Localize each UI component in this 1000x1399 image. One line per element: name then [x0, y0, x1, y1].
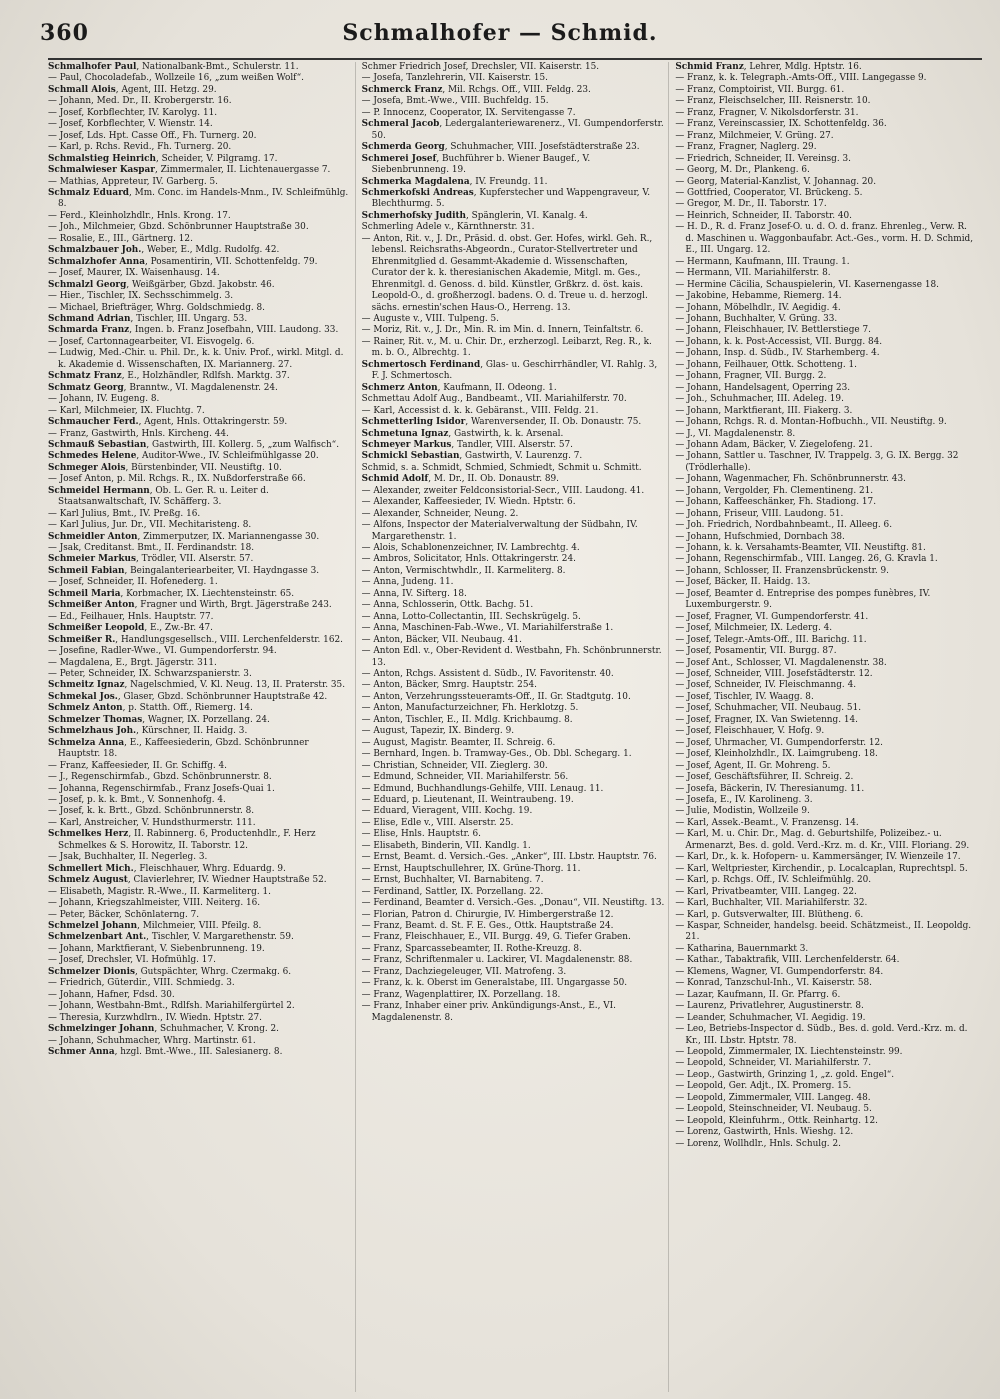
directory-entry: — Franz, Fragner, Naglerg. 29.	[675, 142, 817, 153]
directory-entry: — Johann, Rchgs. R. d. Montan-Hofbuchh., VII. Neustiftg. 9.	[675, 417, 947, 428]
directory-entry: — Joh., Milchmeier, Gbzd. Schönbrunner Hauptstraße 30.	[48, 222, 309, 233]
directory-entry: — Johann, Möbelhdlr., IV. Aegidig. 4.	[675, 302, 841, 313]
directory-entry: — Kaspar, Schneider, handelsg. beeid. Schätzmeist., II. Leopoldg. 21.	[675, 920, 972, 943]
directory-entry: Schmelza Anna, E., Kaffeesiederin, Gbzd. Schönbrunner Hauptstr. 18.	[48, 737, 309, 760]
directory-entry: — Josef, Fleischhauer, V. Hofg. 9.	[675, 726, 825, 737]
directory-entry: — Laurenz, Privatlehrer, Augustinerstr. 8.	[675, 1001, 864, 1012]
directory-entry: — Anna, Schlosserin, Ottk. Bachg. 51.	[361, 600, 534, 611]
directory-entry: — Josefa, Tanzlehrerin, VII. Kaiserstr. 15.	[361, 73, 548, 84]
directory-entry: — Karl, Assek.-Beamt., V. Franzensg. 14.	[675, 817, 859, 828]
directory-entry: Schmalhofer Paul, Nationalbank-Bmt., Schulerstr. 11.	[48, 62, 299, 72]
directory-entry: — Bernhard, Ingen. b. Tramway-Ges., Ob. Dbl. Schegarg. 1.	[361, 749, 632, 760]
directory-entry: Schmettau Adolf Aug., Bandbeamt., VII. Mariahilferstr. 70.	[361, 394, 627, 405]
directory-entry: — August, Tapezir, IX. Binderg. 9.	[361, 726, 515, 737]
directory-entry: — Karl, M. u. Chir. Dr., Mag. d. Geburtshilfe, Polizeibez.- u. Armenarzt, Bes. d. gold. Verd.-Krz. m. d. Kr., VIII. Floriang. 29.	[675, 829, 970, 851]
header-rule	[48, 58, 982, 60]
directory-entry: — Anton, Rit. v., J. Dr., Präsid. d. obst. Ger. Hofes, wirkl. Geh. R., lebensl. Reichsraths-Abgeordn., Curator-Stellvertreter und Ehrenmitglied d. Gesammt-Akademie d. Wissenschaften, Curator der k. k. theresianischen Akademie, Mitgl. m. Ges., Ehrenmitgl. d. Genoss. d. bild. Künstler, Grßkrz. d. öst. kais. Leopold-O., d. großherzogl. badens. O. d. Treue u. d. herzogl. sächs. ernestin'schen Haus-O., Herreng. 13.	[361, 233, 653, 313]
directory-entry: Schmeil Fabian, Beingalanteriearbeiter, VI. Haydngasse 3.	[48, 565, 320, 576]
directory-entry: Schmeier Markus, Trödler, VII. Alserstr. 57.	[48, 554, 254, 565]
directory-entry: — Johann, Sattler u. Taschner, IV. Trappelg. 3, G. IX. Bergg. 32 (Trödlerhalle).	[675, 451, 959, 473]
directory-entry: — Johann, Fragner, VII. Burgg. 2.	[675, 371, 827, 382]
directory-entry: — Hermann, VII. Mariahilferstr. 8.	[675, 268, 831, 279]
directory-entry: — Josef, Tischler, IV. Waagg. 8.	[675, 691, 814, 702]
directory-entry: — Johann, Marktfierant, V. Siebenbrunneng. 19.	[48, 943, 265, 954]
directory-entry: — Mathias, Appreteur, IV. Garberg. 5.	[48, 176, 218, 187]
directory-entry: — Franz, Kaffeesieder, II. Gr. Schiffg. 4.	[48, 760, 227, 771]
directory-entry: — Anton, Verzehrungssteueramts-Off., II. Gr. Stadtgutg. 10.	[361, 691, 631, 702]
directory-entry: — Josef, p. k. k. Bmt., V. Sonnenhofg. 4.	[48, 795, 226, 805]
directory-entry: — Paul, Chocoladefab., Wollzeile 16, „zum weißen Wolf“.	[48, 73, 304, 84]
directory-entry: — Franz, Fleischhauer, E., VII. Burgg. 49, G. Tiefer Graben.	[361, 932, 631, 943]
directory-entry: — Leopold, Kleinfuhrm., Ottk. Reinhartg. 12.	[675, 1115, 878, 1126]
directory-entry: — Leo, Betriebs-Inspector d. Südb., Bes. d. gold. Verd.-Krz. m. d. Kr., III. Lbstr. Hptstr. 78.	[675, 1024, 968, 1046]
directory-entry: — Johann, Friseur, VIII. Laudong. 51.	[675, 508, 844, 519]
directory-entry: Schmerka Magdalena, IV. Freundg. 11.	[361, 176, 548, 187]
directory-entry: — Karl, Milchmeier, IX. Fluchtg. 7.	[48, 405, 205, 416]
directory-entry: — Friedrich, Güterdir., VIII. Schmiedg. 3.	[48, 978, 235, 989]
directory-entry: Schmid Adolf, M. Dr., II. Ob. Donaustr. 89.	[361, 474, 559, 485]
directory-entry: — Franz, Dachziegeleuger, VII. Matrofeng. 3.	[361, 966, 567, 977]
directory-entry: — Anton Edl. v., Ober-Revident d. Westbahn, Fh. Schönbrunnerstr. 13.	[361, 646, 662, 668]
page-title: Schmalhofer — Schmid.	[342, 20, 658, 46]
directory-entry: — Josef, k. k. Brtt., Gbzd. Schönbrunnerstr. 8.	[48, 806, 255, 817]
directory-entry: — Karl, Anstreicher, V. Hundsthurmerstr. 111.	[48, 817, 256, 828]
directory-entry: — Alexander, Schneider, Neung. 2.	[361, 508, 519, 519]
directory-entry: Schmelkes Herz, II. Rabinnerg. 6, Productenhdlr., F. Herz Schmelkes & S. Horowitz, II. Taborstr. 12.	[48, 829, 316, 851]
directory-entry: Schmellert Mich., Fleischhauer, Whrg. Eduardg. 9.	[48, 863, 286, 874]
directory-entry: — Klemens, Wagner, VI. Gumpendorferstr. 84.	[675, 966, 884, 977]
directory-entry: — Josef, Cartonnagearbeiter, VI. Eisvogelg. 6.	[48, 336, 255, 347]
directory-entry: — Josef Anton, p. Mil. Rchgs. R., IX. Nußdorferstraße 66.	[48, 474, 306, 485]
directory-entry: — Karl, p. Rchgs. Off., IV. Schleifmühlg. 20.	[675, 875, 872, 886]
page-number: 360	[40, 20, 89, 46]
directory-entry: — J., Regenschirmfab., Gbzd. Schönbrunnerstr. 8.	[48, 772, 272, 783]
directory-entry: — Josef, Bäcker, II. Haidg. 13.	[675, 577, 811, 588]
directory-entry: Schmerkofski Andreas, Kupferstecher und Wappengraveur, V. Blechthurmg. 5.	[361, 187, 651, 210]
directory-entry: — Josef, Drechsler, VI. Hofmühlg. 17.	[48, 955, 216, 966]
directory-entry: — Leopold, Zimmermaler, VIII. Langeg. 48.	[675, 1092, 871, 1103]
directory-entry: — Theresia, Kurzwhdlrn., IV. Wiedn. Hptstr. 27.	[48, 1012, 262, 1023]
directory-columns	[48, 62, 982, 1392]
directory-entry: — Georg, Material-Kanzlist, V. Johannag. 20.	[675, 176, 877, 187]
directory-entry: Schmetuna Ignaz, Gastwirth, k. k. Arsenal.	[361, 428, 564, 439]
directory-entry: Schmelzenbart Ant., Tischler, V. Margarethenstr. 59.	[48, 932, 294, 943]
directory-entry: Schmalstieg Heinrich, Scheider, V. Pilgramg. 17.	[48, 153, 278, 164]
directory-entry: — Anton, Bäcker, VII. Neubaug. 41.	[361, 634, 523, 645]
directory-entry: — Josef, Uhrmacher, VI. Gumpendorferstr. 12.	[675, 737, 883, 748]
directory-entry: — Franz, k. k. Oberst im Generalstabe, III. Ungargasse 50.	[361, 978, 628, 989]
directory-entry: — Leopold, Zimmermaler, IX. Liechtensteinstr. 99.	[675, 1046, 903, 1057]
directory-entry: — Franz, Vereinscassier, IX. Schottenfeldg. 36.	[675, 119, 887, 130]
directory-entry: — Johanna, Regenschirmfab., Franz Josefs-Quai 1.	[48, 783, 275, 794]
directory-entry: Schmerhofsky Judith, Spänglerin, VI. Kanalg. 4.	[361, 210, 588, 221]
directory-entry: — Hermann, Kaufmann, III. Traung. 1.	[675, 256, 850, 267]
directory-entry: — Lorenz, Gastwirth, Hnls. Wieshg. 12.	[675, 1127, 854, 1138]
directory-entry: — Lorenz, Wollhdlr., Hnls. Schulg. 2.	[675, 1138, 841, 1149]
directory-entry: — Alexander, Kaffeesieder, IV. Wiedn. Hptstr. 6.	[361, 497, 576, 508]
directory-entry: — Friedrich, Schneider, II. Vereinsg. 3.	[675, 153, 851, 164]
directory-entry: — Ferdinand, Beamter d. Versich.-Ges. „Donau“, VII. Neustiftg. 13.	[361, 898, 665, 909]
directory-entry: — Josef, Telegr.-Amts-Off., III. Barichg. 11.	[675, 634, 867, 645]
directory-entry: Schmertosch Ferdinand, Glas- u. Geschirrhändler, VI. Rahlg. 3, F. J. Schmertosch.	[361, 359, 658, 382]
directory-entry: — Johann, k. k. Post-Accessist, VII. Burgg. 84.	[675, 336, 883, 347]
directory-entry: — Alois, Schablonenzeichner, IV. Lambrechtg. 4.	[361, 543, 580, 554]
directory-entry: — Josef, Beamter d. Entreprise des pompes funèbres, IV. Luxemburgerstr. 9.	[675, 588, 931, 611]
directory-entry: — Johann, Med. Dr., II. Krobergerstr. 16.	[48, 96, 232, 107]
directory-entry: — J., VI. Magdalenenstr. 8.	[675, 428, 796, 439]
directory-entry: — Franz, Fragner, V. Nikolsdorferstr. 31.	[675, 107, 859, 118]
directory-entry: — Josefa, Bmt.-Wwe., VIII. Buchfeldg. 15.	[361, 96, 549, 107]
directory-entry: — Franz, Inhaber einer priv. Ankündigungs-Anst., E., VI. Magdalenenstr. 8.	[361, 1001, 616, 1023]
directory-entry: Schmaucher Ferd., Agent, Hnls. Ottakringerstr. 59.	[48, 417, 288, 428]
directory-entry: — Jsak, Creditanst. Bmt., II. Ferdinandstr. 18.	[48, 543, 255, 554]
directory-entry: — Johann, Handelsagent, Operring 23.	[675, 382, 851, 393]
directory-entry: — Hermine Cäcilia, Schauspielerin, VI. Kasernengasse 18.	[675, 279, 939, 290]
directory-entry: — Franz, Comptoirist, VII. Burgg. 61.	[675, 84, 845, 95]
directory-entry: Schmeitz Ignaz, Nagelschmied, V. Kl. Neug. 13, II. Praterstr. 35.	[48, 680, 346, 691]
directory-entry: — P. Innocenz, Cooperator, IX. Servitengasse 7.	[361, 107, 576, 118]
directory-entry: — Josef, Lds. Hpt. Casse Off., Fh. Turnerg. 20.	[48, 130, 257, 141]
directory-entry: — Florian, Patron d. Chirurgie, IV. Himbergerstraße 12.	[361, 909, 614, 920]
directory-entry: — Heinrich, Schneider, II. Taborstr. 40.	[675, 210, 852, 221]
directory-entry: — Johann, IV. Eugeng. 8.	[48, 394, 160, 405]
directory-entry: — Karl Julius, Bmt., IV. Preßg. 16.	[48, 508, 201, 519]
directory-entry: — Josef, Schuhmacher, VII. Neubaug. 51.	[675, 703, 862, 714]
directory-entry: — Ed., Feilhauer, Hnls. Hauptstr. 77.	[48, 611, 214, 622]
directory-entry: Schmeral Jacob, Ledergalanteriewarenerz., VI. Gumpendorferstr. 50.	[361, 119, 664, 141]
directory-entry: — Konrad, Tanzschul-Inh., VI. Kaiserstr. 58.	[675, 978, 872, 989]
directory-entry: — Josefa, Bäckerin, IV. Theresianumg. 11.	[675, 783, 865, 794]
directory-entry: — Johann, Schlosser, II. Franzensbrückenstr. 9.	[675, 565, 889, 576]
directory-entry: Schmalzl Georg, Weißgärber, Gbzd. Jakobstr. 46.	[48, 279, 275, 290]
directory-entry: — Elise, Hnls. Hauptstr. 6.	[361, 829, 481, 840]
directory-entry: Schmid Franz, Lehrer, Mdlg. Hptstr. 16.	[675, 62, 862, 72]
directory-entry: Schmeidel Hermann, Ob. L. Ger. R. u. Leiter d. Staatsanwaltschaft, IV. Schäfferg. 3.	[48, 485, 269, 508]
directory-entry: — Anna, Lotto-Collectantin, III. Sechskrügelg. 5.	[361, 611, 581, 622]
directory-entry: — Johann, Marktfierant, III. Fiakerg. 3.	[675, 405, 853, 416]
directory-entry: — Josefine, Radler-Wwe., VI. Gumpendorferstr. 94.	[48, 646, 277, 657]
directory-entry: — Karl Julius, Jur. Dr., VII. Mechitaristeng. 8.	[48, 520, 252, 531]
directory-entry: — Josef, Agent, II. Gr. Mohreng. 5.	[675, 760, 831, 771]
directory-entry: — Franz, Schriftenmaler u. Lackirer, VI. Magdalenenstr. 88.	[361, 955, 633, 966]
directory-entry: Schmelzer Thomas, Wagner, IX. Porzellang. 24.	[48, 714, 270, 725]
directory-entry: Schmalwieser Kaspar, Zimmermaler, II. Lichtenauergasse 7.	[48, 165, 331, 176]
directory-entry: Schmickl Sebastian, Gastwirth, V. Laurenzg. 7.	[361, 451, 583, 462]
directory-entry: — Karl, p. Gutsverwalter, III. Blütheng. 6.	[675, 909, 864, 920]
directory-entry: — Karl, Accessist d. k. k. Gebäranst., VIII. Feldg. 21.	[361, 405, 599, 416]
directory-entry: — Josefa, E., IV. Karolineng. 3.	[675, 795, 813, 805]
directory-entry: Schmalzbauer Joh., Weber, E., Mdlg. Rudolfg. 42.	[48, 245, 280, 256]
directory-entry: — Johann, k. k. Versahamts-Beamter, VII. Neustiftg. 81.	[675, 543, 926, 554]
directory-entry: — Johann, Insp. d. Südb., IV. Starhemberg. 4.	[675, 348, 880, 359]
directory-entry: — Eduard, p. Lieutenant, II. Weintraubeng. 19.	[361, 795, 574, 805]
directory-entry: — Josef, Posamentir, VII. Burgg. 87.	[675, 646, 837, 657]
directory-entry: Schmatz Franz, E., Holzhändler, Rdlfsh. Marktg. 37.	[48, 371, 290, 382]
directory-entry: — Leopold, Ger. Adjt., IX. Promerg. 15.	[675, 1081, 852, 1092]
directory-entry: — Alexander, zweiter Feldconsistorial-Secr., VIII. Laudong. 41.	[361, 485, 645, 496]
directory-entry: — Katharina, Bauernmarkt 3.	[675, 943, 809, 954]
directory-entry: — Karl, Buchhalter, VII. Mariahilferstr. 32.	[675, 898, 868, 909]
directory-entry: — Anna, Maschinen-Fab.-Wwe., VI. Mariahilferstraße 1.	[361, 623, 614, 634]
directory-entry: — Johann, Buchhalter, V. Grüng. 33.	[675, 313, 838, 324]
directory-entry: Schmeil Maria, Korbmacher, IX. Liechtensteinstr. 65.	[48, 588, 295, 599]
directory-entry: — Johann, Regenschirmfab., VIII. Langeg. 26, G. Kravla 1.	[675, 554, 938, 565]
directory-entry: — Johann, Westbahn-Bmt., Rdlfsh. Mariahilfergürtel 2.	[48, 1001, 295, 1012]
directory-entry: — Franz, Beamt. d. St. F. E. Ges., Ottk. Hauptstraße 24.	[361, 920, 614, 931]
directory-entry: — Josef, Kleinholzhdlr., IX. Laimgrubeng. 18.	[675, 749, 878, 760]
directory-entry: — Jsak, Buchhalter, II. Negerleg. 3.	[48, 852, 208, 863]
directory-entry: — Johann, Kriegszahlmeister, VIII. Neiterg. 16.	[48, 898, 261, 909]
directory-entry: — Josef, Korbflechter, IV. Karolyg. 11.	[48, 107, 218, 118]
directory-entry: — Karl, Dr., k. k. Hofopern- u. Kammersänger, IV. Wienzeile 17.	[675, 852, 961, 863]
directory-entry: — Karl, p. Rchs. Revid., Fh. Turnerg. 20.	[48, 142, 232, 153]
directory-entry: — Ernst, Hauptschullehrer, IX. Grüne-Thorg. 11.	[361, 863, 581, 874]
directory-entry: — Ferdinand, Sattler, IX. Porzellang. 22.	[361, 886, 544, 897]
directory-entry: — Johann, Vergolder, Fh. Clementineng. 21.	[675, 485, 874, 496]
directory-entry: — Elise, Edle v., VIII. Alserstr. 25.	[361, 817, 514, 828]
directory-entry: — Christian, Schneider, VII. Zieglerg. 30.	[361, 760, 548, 771]
directory-entry: — Leander, Schuhmacher, VI. Aegidig. 19.	[675, 1012, 866, 1023]
directory-entry: — Josef Ant., Schlosser, VI. Magdalenenstr. 38.	[675, 657, 887, 668]
directory-entry: — Johann, Hufschmied, Dornbach 38.	[675, 531, 845, 542]
directory-entry: — Ernst, Beamt. d. Versich.-Ges. „Anker“, III. Lbstr. Hauptstr. 76.	[361, 852, 657, 863]
directory-entry: Schmerck Franz, Mil. Rchgs. Off., VIII. Feldg. 23.	[361, 84, 591, 95]
directory-entry: Schmedes Helene, Auditor-Wwe., IV. Schleifmühlgasse 20.	[48, 451, 319, 462]
directory-entry: — Lazar, Kaufmann, II. Gr. Pfarrg. 6.	[675, 989, 841, 1000]
directory-entry: Schmand Adrian, Tischler, III. Ungarg. 53.	[48, 313, 248, 324]
directory-entry: — August, Magistr. Beamter, II. Schreig. 6.	[361, 737, 556, 748]
directory-entry: — Rosalie, E., III., Gärtnerg. 12.	[48, 233, 193, 244]
directory-entry: Schmeyer Markus, Tandler, VIII. Alserstr. 57.	[361, 439, 573, 450]
directory-entry: — Franz, Fleischselcher, III. Reisnerstr. 10.	[675, 96, 871, 107]
directory-entry: Schmall Alois, Agent, III. Hetzg. 29.	[48, 84, 217, 95]
directory-entry: — Josef, Milchmeier, IX. Lederg. 4.	[675, 623, 833, 634]
directory-entry: — Franz, Gastwirth, Hnls. Kircheng. 44.	[48, 428, 229, 439]
directory-entry: — Magdalena, E., Brgt. Jägerstr. 311.	[48, 657, 217, 668]
directory-entry: — Josef, Fragner, VI. Gumpendorferstr. 41.	[675, 611, 869, 622]
directory-entry: Schmelz Anton, p. Statth. Off., Riemerg. 14.	[48, 703, 253, 714]
directory-entry: — Jakobine, Hebamme, Riemerg. 14.	[675, 291, 842, 302]
directory-entry: — Hier., Tischler, IX. Sechsschimmelg. 3.	[48, 291, 234, 302]
directory-entry: Schmid, s. a. Schmidt, Schmied, Schmiedt, Schmit u. Schmitt.	[361, 462, 642, 473]
directory-entry: — Anton, Bäcker, Smrg. Hauptstr. 254.	[361, 680, 537, 691]
directory-entry: — Josef, Schneider, II. Hofenederg. 1.	[48, 577, 218, 588]
directory-entry: — Auguste v., VIII. Tulpeng. 5.	[361, 313, 499, 324]
directory-entry: — Josef, Korbflechter, V. Wienstr. 14.	[48, 119, 213, 130]
directory-entry: — Johann, Kaffeeschänker, Fh. Stadiong. 17.	[675, 497, 877, 508]
directory-entry: — Johann Adam, Bäcker, V. Ziegelofeng. 21.	[675, 439, 873, 450]
column-3	[675, 62, 982, 1392]
directory-entry: — Franz, Sparcassebeamter, II. Rothe-Kreuzg. 8.	[361, 943, 582, 954]
directory-entry: — Leopold, Schneider, VI. Mariahilferstr. 7.	[675, 1058, 872, 1069]
directory-entry: — Moriz, Rit. v., J. Dr., Min. R. im Min. d. Innern, Teinfaltstr. 6.	[361, 325, 644, 336]
directory-entry: — Johann, Schuhmacher, Whrg. Martinstr. 61.	[48, 1035, 256, 1046]
directory-entry: — Joh. Friedrich, Nordbahnbeamt., II. Alleeg. 6.	[675, 520, 893, 531]
directory-entry: Schmelz August, Clavierlehrer, IV. Wiedner Hauptstraße 52.	[48, 875, 327, 886]
directory-entry: — Peter, Bäcker, Schönlaterng. 7.	[48, 909, 200, 920]
directory-entry: — Leop., Gastwirth, Grinzing 1, „z. gold. Engel“.	[675, 1069, 895, 1080]
directory-entry: — Julie, Modistin, Wollzeile 9.	[675, 806, 810, 817]
directory-entry: Schmeger Alois, Bürstenbinder, VII. Neustiftg. 10.	[48, 462, 282, 473]
directory-entry: — Eduard, Vieragent, VIII. Kochg. 19.	[361, 806, 533, 817]
directory-entry: Schmerei Josef, Buchführer b. Wiener Baugef., V. Siebenbrunneng. 19.	[361, 153, 591, 176]
column-1	[48, 62, 356, 1392]
directory-entry: — Georg, M. Dr., Plankeng. 6.	[675, 165, 810, 176]
directory-entry: — Anton, Tischler, E., II. Mdlg. Krichbaumg. 8.	[361, 714, 573, 725]
directory-entry: Schmelzinger Johann, Schuhmacher, V. Krong. 2.	[48, 1024, 280, 1035]
directory-entry: — Josef, Schneider, VIII. Josefstädterstr. 12.	[675, 669, 873, 680]
directory-entry: — Michael, Briefträger, Whrg. Goldschmiedg. 8.	[48, 302, 265, 313]
column-2	[362, 62, 670, 1392]
directory-entry: — Ambros, Solicitator, Hnls. Ottakringerstr. 24.	[361, 554, 576, 565]
directory-entry: Schmerz Anton, Kaufmann, II. Odeong. 1.	[361, 382, 557, 393]
directory-entry: — Karl, Privatbeamter, VIII. Langeg. 22.	[675, 886, 857, 897]
directory-entry: — Johann, Wagenmacher, Fh. Schönbrunnerstr. 43.	[675, 474, 906, 485]
directory-entry: — Ludwig, Med.-Chir. u. Phil. Dr., k. k. Univ. Prof., wirkl. Mitgl. d. k. Akademie d. Wissenschaften, IX. Mariannerg. 27.	[48, 348, 344, 370]
directory-entry: Schmatz Georg, Branntw., VI. Magdalenenstr. 24.	[48, 382, 278, 393]
directory-entry: — Ferd., Kleinholzhdlr., Hnls. Krong. 17.	[48, 210, 231, 221]
directory-entry: — Josef, Maurer, IX. Waisenhausg. 14.	[48, 268, 220, 279]
directory-entry: — Elisabeth, Binderin, VII. Kandlg. 1.	[361, 840, 531, 851]
directory-entry: Schmauß Sebastian, Gastwirth, III. Kollerg. 5, „zum Walfisch“.	[48, 439, 340, 450]
directory-entry: Schmeidler Anton, Zimmerputzer, IX. Mariannengasse 30.	[48, 531, 320, 542]
directory-entry: Schmalz Eduard, Mm. Conc. im Handels-Mnm., IV. Schleifmühlg. 8.	[48, 187, 349, 210]
directory-entry: — Anna, Judeng. 11.	[361, 577, 454, 588]
directory-entry: — Ernst, Buchhalter, VI. Barnabiteng. 7.	[361, 875, 544, 886]
directory-entry: — Johann, Fleischhauer, IV. Bettlerstiege 7.	[675, 325, 871, 336]
directory-entry: — Elisabeth, Magistr. R.-Wwe., II. Karmeliterg. 1.	[48, 886, 271, 897]
directory-entry: — Josef, Fragner, IX. Van Swietenng. 14.	[675, 714, 858, 725]
directory-entry: — Leopold, Steinschneider, VI. Neubaug. 5.	[675, 1104, 872, 1115]
directory-entry: — Anton, Manufacturzeichner, Fh. Herklotzg. 5.	[361, 703, 579, 714]
directory-entry: — Johann, Hafner, Fdsd. 30.	[48, 989, 175, 1000]
directory-entry: — Anton, Vermischtwhdlr., II. Karmeliterg. 8.	[361, 565, 566, 576]
directory-entry: Schmalzhofer Anna, Posamentirin, VII. Schottenfeldg. 79.	[48, 256, 318, 267]
directory-entry: — Franz, Milchmeier, V. Grüng. 27.	[675, 130, 834, 141]
directory-entry: — Gregor, M. Dr., II. Taborstr. 17.	[675, 199, 827, 210]
directory-entry: Schmelzel Johann, Milchmeier, VIII. Pfeilg. 8.	[48, 920, 262, 931]
directory-entry: Schmerling Adele v., Kärnthnerstr. 31.	[361, 222, 535, 233]
directory-entry: Schmarda Franz, Ingen. b. Franz Josefbahn, VIII. Laudong. 33.	[48, 325, 339, 336]
directory-entry: — Joh., Schuhmacher, III. Adeleg. 19.	[675, 394, 844, 405]
directory-entry: — Karl, Weltpriester, Kirchendir., p. Localcaplan, Ruprechtspl. 5.	[675, 863, 968, 874]
directory-entry: — Josef, Schneider, IV. Fleischmanng. 4.	[675, 680, 857, 691]
directory-entry: Schmeißer R., Handlungsgesellsch., VIII. Lerchenfelderstr. 162.	[48, 634, 343, 645]
directory-entry: Schmekal Jos., Glaser, Gbzd. Schönbrunner Hauptstraße 42.	[48, 691, 328, 702]
directory-entry: — Alfons, Inspector der Materialverwaltung der Südbahn, IV. Margarethenstr. 1.	[361, 520, 638, 542]
directory-entry: Schmerda Georg, Schuhmacher, VIII. Josefstädterstraße 23.	[361, 142, 640, 153]
directory-entry: Schmelzhaus Joh., Kürschner, II. Haidg. 3.	[48, 726, 248, 737]
directory-entry: — Anna, IV. Sifterg. 18.	[361, 588, 467, 599]
directory-entry: — Franz, k. k. Telegraph.-Amts-Off., VIII. Langegasse 9.	[675, 73, 927, 84]
directory-entry: Schmetterling Isidor, Warenversender, II. Ob. Donaustr. 75.	[361, 417, 642, 428]
directory-entry: — Edmund, Buchhandlungs-Gehilfe, VIII. Lenaug. 11.	[361, 783, 604, 794]
directory-entry: Schmeißer Leopold, E., Zw.-Br. 47.	[48, 623, 214, 634]
directory-entry: — H. D., R. d. Franz Josef-O. u. d. O. d. franz. Ehrenleg., Verw. R. d. Maschinen u. Waggonbaufabr. Act.-Ges., vorm. H. D. Schmid, E., III. Ungarg. 12.	[675, 222, 974, 256]
directory-entry: — Kathar., Tabaktrafik, VIII. Lerchenfelderstr. 64.	[675, 955, 900, 966]
directory-entry: — Josef, Geschäftsführer, II. Schreig. 2.	[675, 772, 854, 783]
directory-entry: — Johann, Feilhauer, Ottk. Schotteng. 1.	[675, 359, 857, 370]
directory-entry: Schmer Anna, hzgl. Bmt.-Wwe., III. Salesianerg. 8.	[48, 1046, 283, 1057]
directory-entry: Schmelzer Dionis, Gutspächter, Whrg. Czermakg. 6.	[48, 966, 292, 977]
directory-entry: Schmer Friedrich Josef, Drechsler, VII. Kaiserstr. 15.	[361, 62, 600, 72]
directory-entry: — Rainer, Rit. v., M. u. Chir. Dr., erzherzogl. Leibarzt, Reg. R., k. m. b. O., Albrechtg. 1.	[361, 336, 652, 359]
directory-entry: — Anton, Rchgs. Assistent d. Südb., IV. Favoritenstr. 40.	[361, 669, 614, 680]
directory-entry: — Peter, Schneider, IX. Schwarzspanierstr. 3.	[48, 669, 252, 680]
directory-entry: — Gottfried, Cooperator, VI. Brückeng. 5.	[675, 187, 863, 198]
directory-entry: — Edmund, Schneider, VII. Mariahilferstr. 56.	[361, 772, 569, 783]
directory-entry: — Franz, Wagenplattirer, IX. Porzellang. 18.	[361, 989, 561, 1000]
directory-entry: Schmeißer Anton, Fragner und Wirth, Brgt. Jägerstraße 243.	[48, 600, 332, 611]
